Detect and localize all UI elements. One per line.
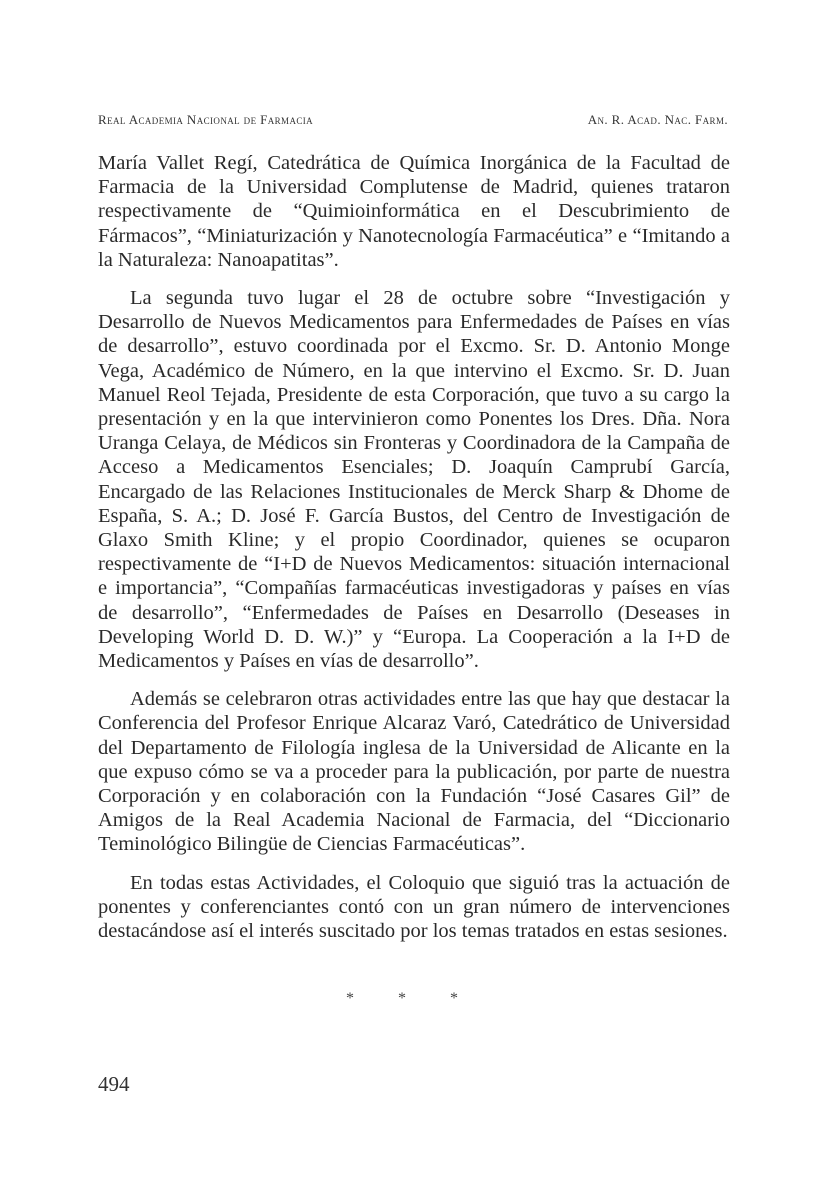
paragraph-3: Además se celebraron otras actividades entre las que hay que destacar la Conferencia del Profesor Enrique Alcaraz Varó, Catedrático de Universidad del Departamento de Filología inglesa de la Universidad de Alicante en la que expuso cómo se va a proceder para la publicación, por parte de nuestra Corporación y en colaboración con la Fundación “José Casares Gil” de Amigos de la Real Academia Nacional de Farmacia, del “Diccionario Teminológico Bilingüe de Ciencias Farmacéuticas”. — [98, 688, 730, 856]
paragraph-1: María Vallet Regí, Catedrática de Química Inorgánica de la Facultad de Farmacia de la Universidad Complutense de Madrid, quienes trataron respectivamente de “Quimioinformática en el Descubrimiento de Fármacos”, “Miniaturización y Nanotecnología Farmacéutica” e “Imitando a la Naturaleza: Nanoapatitas”. — [98, 152, 730, 271]
journal-header-right: An. R. Acad. Nac. Farm. — [587, 112, 728, 127]
body-text — [98, 151, 730, 957]
journal-header-left: Real Academia Nacional de Farmacia — [98, 112, 314, 127]
running-header — [98, 112, 728, 128]
page-number: 494 — [98, 1072, 130, 1096]
paragraph-2: La segunda tuvo lugar el 28 de octubre sobre “Investigación y Desarrollo de Nuevos Medicamentos para Enfermedades de Países en vías de desarrollo”, estuvo coordinada por el Excmo. Sr. D. Antonio Monge Vega, Académico de Número, en la que intervino el Excmo. Sr. D. Juan Manuel Reol Tejada, Presidente de esta Corporación, que tuvo a su cargo la presentación y en la que intervinieron como Ponentes los Dres. Dña. Nora Uranga Celaya, de Médicos sin Fronteras y Coordinadora de la Campaña de Acceso a Medicamentos Esenciales; D. Joaquín Camprubí García, Encargado de las Relaciones Institucionales de Merck Sharp & Dhome de España, S. A.; D. José F. García Bustos, del Centro de Investigación de Glaxo Smith Kline; y el propio Coordinador, quienes se ocuparon respectivamente de “I+D de Nuevos Medicamentos: situación internacional e importancia”, “Compañías farmacéuticas investigadoras y países en vías de desarrollo”, “Enfermedades de Países en Desarrollo (Deseases in Developing World D. D. W.)” y “Europa. La Cooperación a la I+D de Medicamentos y Países en vías de desarrollo”. — [98, 287, 730, 673]
section-separator: * * * — [346, 990, 478, 1007]
paragraph-4: En todas estas Actividades, el Coloquio que siguió tras la actuación de ponentes y conferenciantes contó con un gran número de intervenciones destacándose así el interés suscitado por los temas tratados en estas sesiones. — [98, 871, 730, 943]
